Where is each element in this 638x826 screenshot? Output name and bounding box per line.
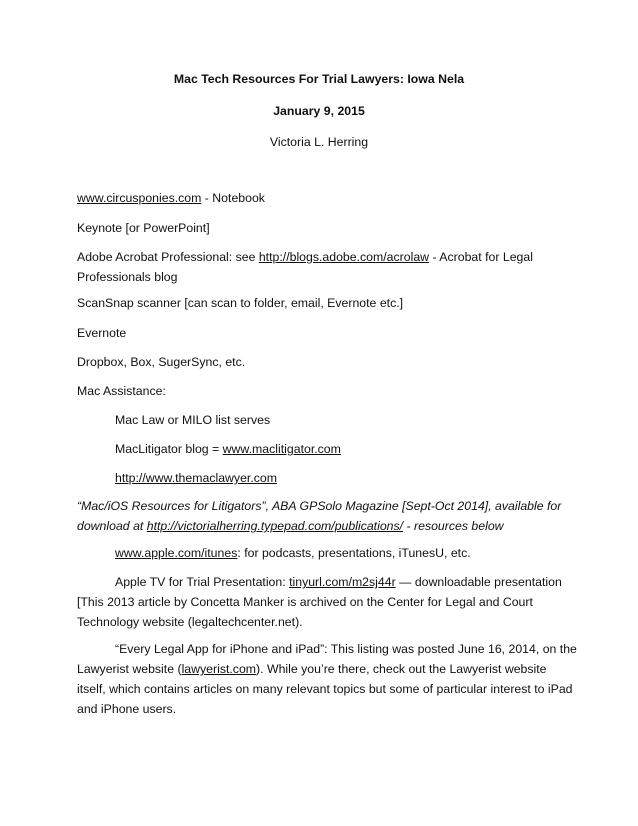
lawyerist-link[interactable]: lawyerist.com (181, 662, 257, 676)
circusponies-link[interactable]: www.circusponies.com (77, 191, 202, 205)
item-itunes (115, 544, 471, 562)
circusponies-text: - Notebook (201, 191, 265, 205)
item-mac-law: Mac Law or MILO list serves (115, 413, 271, 427)
item-acrobat (77, 247, 577, 287)
item-themaclawyer (115, 469, 277, 487)
item-gpsolo (77, 496, 577, 536)
document-date: January 9, 2015 (273, 104, 365, 118)
itunes-text: : for podcasts, presentations, iTunesU, etc. (237, 546, 471, 560)
acrobat-text-after: - Acrobat for Legal Professionals blog (77, 250, 533, 284)
tinyurl-link[interactable]: tinyurl.com/m2sj44r (289, 575, 396, 589)
maclitigator-text: MacLitigator blog = (115, 442, 223, 456)
item-dropbox: Dropbox, Box, SugerSync, etc. (77, 355, 246, 369)
item-mac-assistance: Mac Assistance: (77, 384, 166, 398)
document-author: Victoria L. Herring (269, 135, 369, 149)
item-appletv (77, 572, 577, 632)
gpsolo-text-after: - resources below (403, 519, 504, 533)
item-maclitigator (115, 440, 341, 458)
gpsolo-text-before: “Mac/iOS Resources for Litigators”, ABA GPSolo Magazine [Sept-Oct 2014], available for download at (77, 499, 562, 533)
legal-app-text-before: “Every Legal App for iPhone and iPad”: This listing was posted June 16, 2014, on the Lawyerist website ( (77, 642, 577, 676)
themaclawyer-link[interactable]: http://www.themaclawyer.com (115, 471, 277, 485)
appletv-text-before: Apple TV for Trial Presentation: (115, 575, 290, 589)
maclitigator-link[interactable]: www.maclitigator.com (222, 442, 341, 456)
acrobat-text-before: Adobe Acrobat Professional: see (77, 250, 259, 264)
item-legal-app (77, 639, 577, 719)
publications-link[interactable]: http://victorialherring.typepad.com/publications/ (146, 519, 404, 533)
document-title: Mac Tech Resources For Trial Lawyers: Iowa Nela (173, 72, 465, 86)
itunes-link[interactable]: www.apple.com/itunes (115, 546, 238, 560)
item-evernote: Evernote (77, 326, 127, 340)
acrolaw-link[interactable]: http://blogs.adobe.com/acrolaw (258, 250, 430, 264)
appletv-text-after: — downloadable presentation [This 2013 article by Concetta Manker is archived on the Center for Legal and Court Technology website (legaltechcenter.net). (77, 575, 562, 629)
item-circusponies (77, 189, 265, 207)
item-keynote: Keynote [or PowerPoint] (77, 221, 210, 235)
legal-app-text-after: ). While you’re there, check out the Lawyerist website itself, which contains articles on many relevant topics but some of particular interest to iPad and iPhone users. (77, 662, 573, 716)
item-scansnap: ScanSnap scanner [can scan to folder, email, Evernote etc.] (77, 296, 404, 310)
